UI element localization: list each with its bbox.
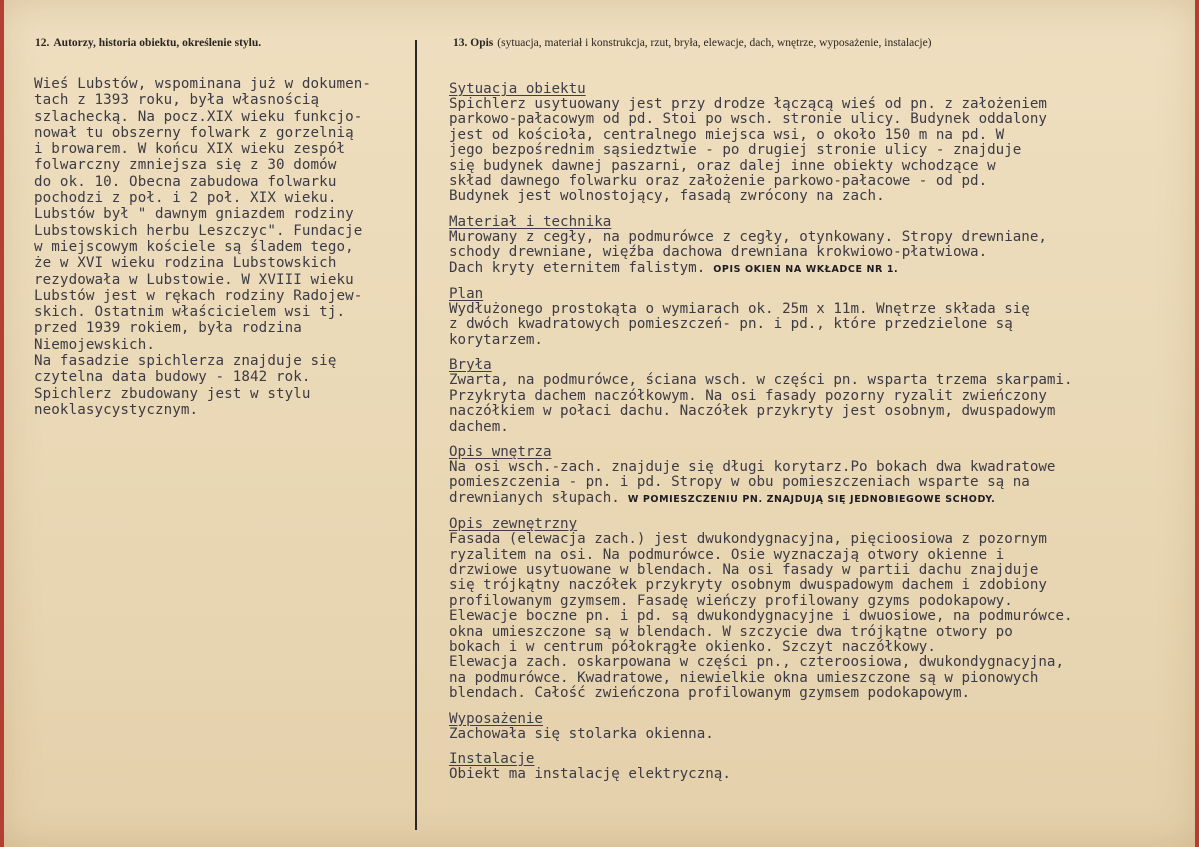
typed-text: jego bezpośrednim sąsiedztwie - po drugiej stronie ulicy - znajduje	[449, 142, 1022, 159]
section-text-line	[449, 532, 1194, 547]
description-section	[449, 513, 1194, 701]
section-text-line	[449, 174, 1194, 189]
section-text-line	[449, 548, 1194, 563]
section-title: Bryła	[449, 357, 492, 374]
typed-text: się trójkątny naczółek przykryty osobnym dwuspadowym dachem i zdobiony	[449, 577, 1047, 594]
typed-text: blendach. Całość zwieńczona profilowanym gzymsem podokapowym.	[449, 685, 971, 702]
description-section	[449, 441, 1194, 507]
typed-text: z dwóch kwadratowych pomieszczeń- pn. i pd., które przedzielone są	[449, 316, 1013, 333]
section-text-line	[449, 594, 1194, 609]
typed-text: Elewacje boczne pn. i pd. są dwukondygnacyjne i dwuosiowe, na podmurówce.	[449, 608, 1073, 625]
description-section	[449, 354, 1194, 435]
history-text-line: i browarem. W końcu XIX wieku zespół	[34, 141, 346, 158]
typed-text: pomieszczenia - pn. i pd. Stropy w obu pomieszczeniach wsparte są na	[449, 474, 1030, 491]
history-text-line: neoklasycystycznym.	[34, 401, 199, 418]
section-text-line	[449, 230, 1194, 245]
section-text-line	[449, 460, 1194, 475]
history-text-line: rezydowała w Lubstowie. W XVIII wieku	[34, 271, 354, 288]
history-text-column	[34, 76, 424, 418]
section-text-line	[449, 727, 1194, 742]
history-text-line: nował tu obszerny folwark z gorzelnią	[34, 124, 354, 141]
section-text-line	[449, 767, 1194, 782]
typed-text: jest od kościoła, centralnego miejsca wsi, o około 150 m na pd. W	[449, 126, 1005, 143]
section-number: 13. Opis	[453, 37, 494, 49]
section-text-line	[449, 317, 1194, 332]
typed-text: okna umieszczone są w blendach. W szczycie dwa trójkątne otwory po	[449, 623, 1013, 640]
section-title: Opis zewnętrzny	[449, 516, 578, 533]
history-text-line: Lubstowskich herbu Leszczyc". Fundacje	[34, 222, 363, 239]
section-text-line	[449, 420, 1194, 435]
typed-text: naczółkiem w połaci dachu. Naczółek przykryty jest osobnym, dwuspadowym	[449, 403, 1056, 420]
history-text-line: Niemojewskich.	[34, 336, 155, 353]
typed-text: Na osi wsch.-zach. znajduje się długi korytarz.Po bokach dwa kwadratowe	[449, 458, 1056, 475]
section-text-line	[449, 625, 1194, 640]
history-text-line: Lubstów był " dawnym gniazdem rodziny	[34, 206, 354, 223]
typed-text: Obiekt ma instalację elektryczną.	[449, 766, 731, 782]
section-title: Plan	[449, 286, 484, 303]
card-edge-stripe-left	[0, 0, 4, 847]
handwritten-note: OPIS OKIEN NA WKŁADCE NR 1.	[713, 263, 899, 275]
section-text-line	[449, 686, 1194, 701]
history-text-line: przed 1939 rokiem, była rodzina	[34, 320, 302, 337]
typed-text: ryzalitem na osi. Na podmurówce. Osie wyznaczają otwory okienne i	[449, 546, 1005, 563]
history-text-line: Wieś Lubstów, wspominana już w dokumen-	[34, 76, 372, 92]
section-title: Instalacje	[449, 751, 535, 767]
typed-text: Zwarta, na podmurówce, ściana wsch. w części pn. wsparta trzema skarpami.	[449, 372, 1073, 389]
section-text-line	[449, 333, 1194, 348]
history-text-line: do ok. 10. Obecna zabudowa folwarku	[34, 173, 337, 190]
section-title: Wyposażenie	[449, 710, 543, 727]
typed-text: Wydłużonego prostokąta o wymiarach ok. 25m x 11m. Wnętrze składa się	[449, 301, 1030, 318]
history-text-line: Spichlerz zbudowany jest w stylu	[34, 385, 311, 402]
section-text-line	[449, 389, 1194, 404]
history-text-line: pochodzi z poł. i 2 poł. XIX wieku.	[34, 190, 337, 207]
description-section	[449, 748, 1194, 782]
description-section	[449, 211, 1194, 277]
typed-text: Budynek jest wolnostojący, fasadą zwrócony na zach.	[449, 188, 885, 205]
history-text-line: folwarczny zmniejsza się z 30 domów	[34, 157, 337, 174]
history-text-line: czytelna data budowy - 1842 rok.	[34, 369, 311, 386]
section-header-label: (sytuacja, materiał i konstrukcja, rzut, bryła, elewacje, dach, wnętrze, wyposażenie, instalacje)	[497, 37, 932, 49]
section-header-13	[453, 37, 932, 49]
section-text-line	[449, 189, 1194, 204]
section-title: Opis wnętrza	[449, 443, 552, 460]
history-text-line: tach z 1393 roku, była własnością	[34, 92, 320, 109]
section-text-line	[449, 655, 1194, 670]
typed-text: drewnianych słupach.	[449, 489, 620, 506]
typed-text: schody drewniane, więźba dachowa drewniana krokwiowo-płatwiowa.	[449, 244, 988, 261]
section-text-line	[449, 128, 1194, 143]
typed-text: Przykryta dachem naczółkowym. Na osi fasady pozorny ryzalit zwieńczony	[449, 387, 1047, 404]
typed-text: bokach i w centrum półokrągłe okienko. Szczyt naczółkowy.	[449, 638, 936, 655]
section-text-line	[449, 671, 1194, 686]
history-text-line: w miejscowym kościele są śladem tego,	[34, 238, 354, 255]
handwritten-note: W POMIESZCZENIU PN. ZNAJDUJĄ SIĘ JEDNOBIEGOWE SCHODY.	[627, 493, 996, 505]
typed-text: Fasada (elewacja zach.) jest dwukondygnacyjna, pięcioosiowa z pozornym	[449, 531, 1047, 548]
section-header-label: Autorzy, historia obiektu, określenie stylu.	[53, 37, 262, 49]
typed-text: profilowanym gzymsem. Fasadę wieńczy profilowany gzyms podokapowy.	[449, 592, 1013, 609]
history-text-line: skich. Ostatnim właścicielem wsi tj.	[34, 304, 346, 321]
history-text-line: że w XVI wieku rodzina Lubstowskich	[34, 255, 337, 272]
typed-text: na podmurówce. Kwadratowe, niewielkie okna umieszczone są w pionowych	[449, 669, 1039, 686]
section-text-line	[449, 609, 1194, 624]
description-section	[449, 78, 1194, 205]
section-title: Sytuacja obiektu	[449, 81, 586, 97]
section-text-line	[449, 159, 1194, 174]
section-text-line	[449, 373, 1194, 388]
section-text-line	[449, 245, 1194, 260]
typed-text: Murowany z cegły, na podmurówce z cegły, otynkowany. Stropy drewniane,	[449, 228, 1047, 245]
section-text-line	[449, 112, 1194, 127]
typed-text: Zachowała się stolarka okienna.	[449, 725, 714, 742]
history-text-line: Na fasadzie spichlerza znajduje się	[34, 353, 337, 370]
section-text-line	[449, 563, 1194, 578]
typed-text: parkowo-pałacowym od pd. Stoi po wsch. stronie ulicy. Budynek oddalony	[449, 111, 1047, 128]
description-text-column	[449, 78, 1194, 788]
section-text-line	[449, 475, 1194, 490]
typed-text: drzwiowe usytuowane w blendach. Na osi fasady w partii dachu znajduje	[449, 561, 1039, 578]
card-edge-stripe-right	[1195, 0, 1199, 847]
section-text-line	[449, 143, 1194, 158]
description-section	[449, 708, 1194, 742]
typed-text: Spichlerz usytuowany jest przy drodze łączącą wieś od pn. z założeniem	[449, 96, 1047, 112]
section-header-12	[35, 37, 261, 49]
typed-text: Elewacja zach. oskarpowana w części pn., czteroosiowa, dwukondygnacyjna,	[449, 654, 1064, 671]
typed-text: skład dawnego folwarku oraz założenie parkowo-pałacowe - od pd.	[449, 173, 988, 190]
section-number: 12.	[35, 37, 50, 49]
section-text-line	[449, 578, 1194, 593]
history-text-line: szlachecką. Na pocz.XIX wieku funkcjo-	[34, 108, 363, 125]
section-text-line	[449, 404, 1194, 419]
description-section	[449, 283, 1194, 348]
section-text-line	[449, 97, 1194, 112]
section-text-line	[449, 491, 1194, 507]
typed-text: Dach kryty eternitem falistym.	[449, 259, 706, 276]
section-text-line	[449, 261, 1194, 277]
history-text-line: Lubstów jest w rękach rodziny Radojew-	[34, 287, 363, 304]
typed-text: się budynek dawnej paszarni, oraz dalej inne obiekty wchodzące w	[449, 157, 996, 174]
section-text-line	[449, 640, 1194, 655]
typed-text: dachem.	[449, 418, 509, 435]
typed-text: korytarzem.	[449, 331, 543, 348]
section-title: Materiał i technika	[449, 213, 612, 230]
section-text-line	[449, 302, 1194, 317]
